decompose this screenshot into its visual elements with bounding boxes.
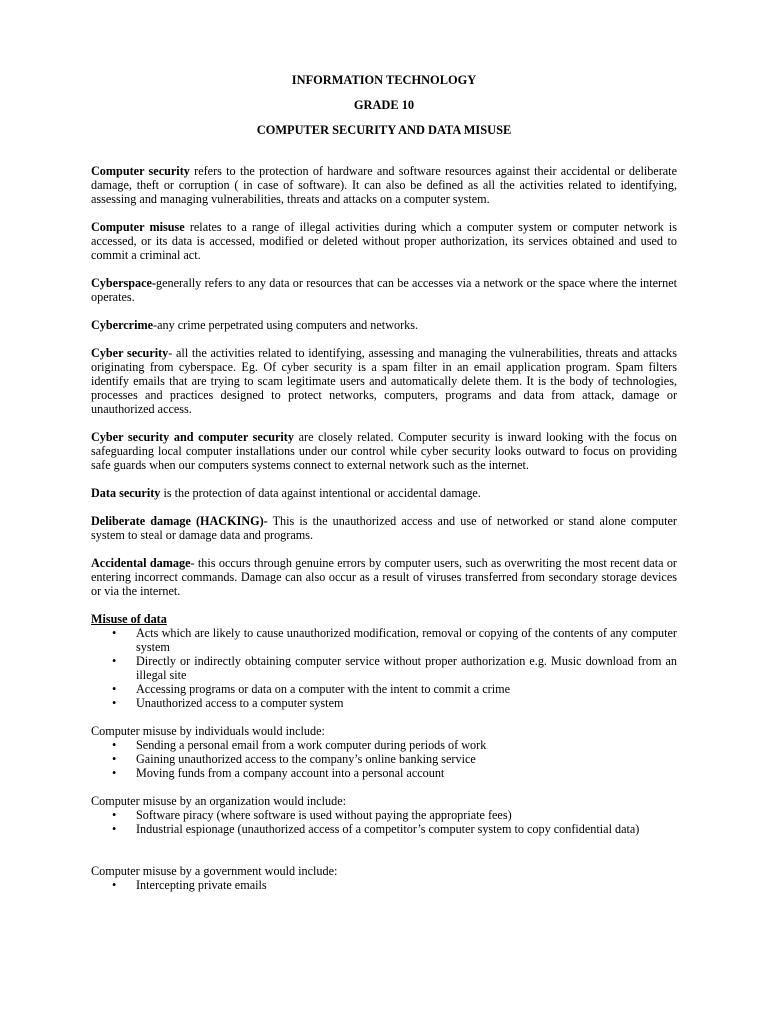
list-item [91,822,677,836]
bullet-icon: • [112,738,117,752]
definition-computer-security [91,164,677,206]
bullet-icon: • [112,808,117,822]
definition-term: Cyber security [91,346,169,360]
definition-term: Cyber security and computer security [91,430,294,444]
list-item-text: Unauthorized access to a computer system [136,696,344,710]
definition-text: -any crime perpetrated using computers and networks. [153,318,419,332]
definition-accidental-damage [91,556,677,598]
definition-text: refers to the protection of hardware and software resources against their accidental or deliberate damage, theft or corruption ( in case of software). It can also be defined as all the activities related to identifying, assessing and managing vulnerabilities, threats and attacks on a computer system. [91,164,677,206]
misuse-of-data-list [91,626,677,710]
list-item [91,626,677,654]
definition-cyber-security [91,346,677,416]
bullet-icon: • [112,752,117,766]
definition-text: are closely related. Computer security is inward looking with the focus on safeguarding local computer installations under our control while cyber security looks outward to focus on providing safe guards when our computers systems connect to external network such as the internet. [91,430,677,472]
subject-heading: INFORMATION TECHNOLOGY [291,73,477,87]
bullet-icon: • [112,626,117,640]
list-item-text: Industrial espionage (unauthorized access of a competitor’s computer system to copy confidential data) [136,822,640,836]
bullet-icon: • [112,878,117,892]
list-item-text: Gaining unauthorized access to the company’s online banking service [136,752,476,766]
organization-list [91,808,677,836]
definition-term: Computer security [91,164,190,178]
definition-cyberspace [91,276,677,304]
list-item-text: Directly or indirectly obtaining computer service without proper authorization e.g. Music download from an illegal site [136,654,677,682]
list-item-text: Intercepting private emails [136,878,267,892]
organization-intro: Computer misuse by an organization would include: [91,794,346,808]
definition-cybercrime [91,318,677,332]
definition-term: Cyberspace- [91,276,156,290]
definition-text: This is the unauthorized access and use of networked or stand alone computer system to steal or damage data and programs. [91,514,677,542]
bullet-icon: • [112,682,117,696]
bullet-icon: • [112,654,117,668]
definition-deliberate-damage [91,514,677,542]
list-item [91,878,677,892]
list-item-text: Sending a personal email from a work computer during periods of work [136,738,487,752]
document-page [91,70,677,892]
government-intro: Computer misuse by a government would include: [91,864,338,878]
definition-term: Accidental damage [91,556,191,570]
list-item-text: Acts which are likely to cause unauthorized modification, removal or copying of the contents of any computer system [136,626,677,654]
list-item-text: Moving funds from a company account into a personal account [136,766,445,780]
misuse-of-data-title: Misuse of data [91,612,167,626]
definition-term: Deliberate damage (HACKING)- [91,514,268,528]
list-item-text: Accessing programs or data on a computer with the intent to commit a crime [136,682,510,696]
government-list [91,878,677,892]
individuals-list [91,738,677,780]
definition-text: relates to a range of illegal activities during which a computer system or computer network is accessed, or its data is accessed, modified or deleted without proper authorization, its services obtained and used to commit a criminal act. [91,220,677,262]
list-item [91,808,677,822]
definition-computer-misuse [91,220,677,262]
topic-heading: COMPUTER SECURITY AND DATA MISUSE [256,123,512,137]
list-item [91,654,677,682]
definition-data-security [91,486,677,500]
list-item [91,766,677,780]
list-item [91,682,677,696]
bullet-icon: • [112,822,117,836]
grade-heading: GRADE 10 [353,98,415,112]
definition-text: is the protection of data against intentional or accidental damage. [160,486,481,500]
bullet-icon: • [112,696,117,710]
list-item [91,752,677,766]
definition-text: - this occurs through genuine errors by computer users, such as overwriting the most recent data or entering incorrect commands. Damage can also occur as a result of viruses transferred from secondary storage devices or via the internet. [91,556,677,598]
definition-term: Data security [91,486,161,500]
list-item [91,696,677,710]
definition-cyber-vs-computer-security [91,430,677,472]
list-item [91,738,677,752]
definition-term: Cybercrime [91,318,154,332]
list-item-text: Software piracy (where software is used without paying the appropriate fees) [136,808,512,822]
definition-text: - all the activities related to identifying, assessing and managing the vulnerabilities, threats and attacks originating from cyberspace. Eg. Of cyber security is a spam filter in an email application program. Spam filters identify emails that are trying to scam legitimate users and automatically delete them. It is the body of technologies, processes and practices designed to protect networks, computers, programs and data from attack, damage or unauthorized access. [91,346,677,416]
bullet-icon: • [112,766,117,780]
definition-term: Computer misuse [91,220,185,234]
individuals-intro: Computer misuse by individuals would include: [91,724,325,738]
definition-text: generally refers to any data or resources that can be accesses via a network or the space where the internet operates. [91,276,677,304]
